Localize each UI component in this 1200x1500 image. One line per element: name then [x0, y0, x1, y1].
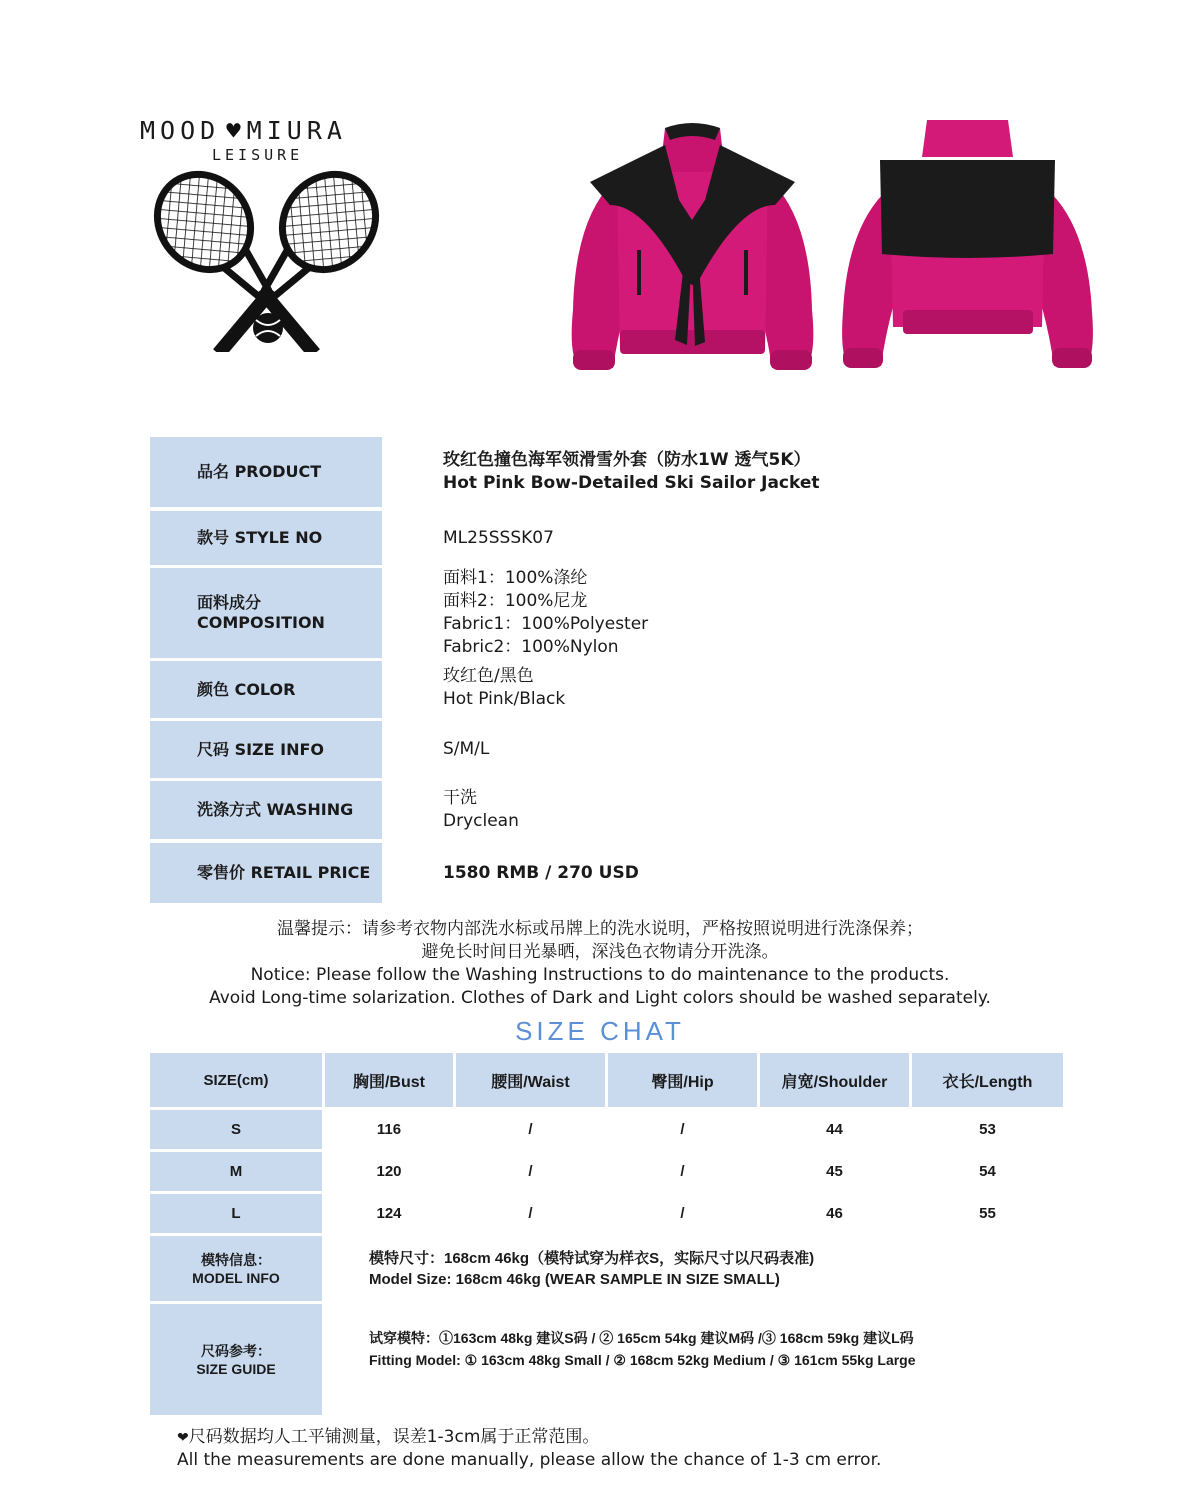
product-name-cn: 玫红色撞色海军领滑雪外套（防水1W 透气5K） — [443, 450, 811, 470]
jacket-front-image — [555, 110, 830, 375]
model-info-en: Model Size: 168cm 46kg (WEAR SAMPLE IN SIZE SMALL) — [369, 1270, 780, 1288]
measurement-note — [177, 1426, 881, 1471]
model-info-label-en: MODEL INFO — [192, 1269, 280, 1286]
product-name-en: Hot Pink Bow-Detailed Ski Sailor Jacket — [443, 473, 820, 493]
style-number: ML25SSSK07 — [443, 527, 554, 548]
spec-row-washing — [150, 781, 1050, 839]
size-row-label: S — [150, 1110, 322, 1149]
size-value-cell: 120 — [376, 1163, 402, 1180]
spec-value — [443, 781, 1043, 839]
spec-label — [150, 568, 382, 658]
size-header-cell: 臀围/Hip — [608, 1053, 757, 1107]
model-info-value — [369, 1236, 1059, 1301]
size-value-cell: / — [528, 1205, 533, 1222]
size-header-cell: 衣长/Length — [912, 1053, 1063, 1107]
model-info-label — [150, 1236, 322, 1301]
spec-label: 尺码 SIZE INFO — [150, 721, 382, 778]
model-info-cn: 模特尺寸：168cm 46kg（模特试穿为样衣S，实际尺寸以尺码表准) — [369, 1249, 815, 1267]
spec-value — [443, 661, 1043, 722]
size-value-cell: 46 — [826, 1205, 843, 1222]
spec-value — [443, 568, 1043, 658]
measurement-note-en: All the measurements are done manually, please allow the chance of 1-3 cm error. — [177, 1450, 882, 1470]
size-value-cell: 55 — [979, 1205, 996, 1222]
spec-label: 零售价 RETAIL PRICE — [150, 843, 382, 903]
notice-line: Avoid Long-time solarization. Clothes of Dark and Light colors should be washed separately. — [209, 988, 991, 1008]
brand-name-left: MOOD — [140, 116, 221, 145]
size-value-cell: / — [528, 1163, 533, 1180]
measurement-note-cn: 尺码数据均人工平铺测量，误差1-3cm属于正常范围。 — [188, 1427, 600, 1447]
size-guide-label-cn: 尺码参考： — [201, 1342, 271, 1359]
size-value-cell: 53 — [979, 1121, 996, 1138]
size-chart-title: SIZE CHAT — [515, 1016, 685, 1046]
heart-icon: ❤ — [177, 1430, 189, 1446]
size-header-cell: 胸围/Bust — [325, 1053, 453, 1107]
retail-price: 1580 RMB / 270 USD — [443, 862, 639, 883]
size-header-cell: SIZE(cm) — [150, 1053, 322, 1107]
brand-name — [140, 116, 400, 145]
size-value-cell: / — [680, 1121, 685, 1138]
size-header-cell: 腰围/Waist — [456, 1053, 605, 1107]
notice-line: Notice: Please follow the Washing Instructions to do maintenance to the products. — [250, 965, 950, 985]
composition-line: 面料1：100%涤纶 — [443, 568, 588, 588]
notice-line: 避免长时间日光暴晒，深浅色衣物请分开洗涤。 — [421, 942, 779, 962]
spec-row-color — [150, 661, 1050, 718]
size-value-cell: 116 — [376, 1121, 402, 1138]
color-cn: 玫红色/黑色 — [443, 666, 534, 686]
brand-logo — [140, 112, 400, 352]
spec-row-size — [150, 721, 1050, 778]
size-guide-en: Fitting Model: ① 163cm 48kg Small / ② 168cm 52kg Medium / ③ 161cm 55kg Large — [369, 1352, 916, 1368]
washing-cn: 干洗 — [443, 788, 477, 808]
size-value-cell: / — [528, 1121, 533, 1138]
spec-row-style — [150, 511, 1050, 565]
heart-icon: ♥ — [226, 117, 241, 145]
spec-row-composition — [150, 568, 1050, 658]
spec-label: 颜色 COLOR — [150, 661, 382, 718]
composition-line: 面料2：100%尼龙 — [443, 591, 588, 611]
size-header-cell: 肩宽/Shoulder — [760, 1053, 909, 1107]
size-value-cell: 45 — [826, 1163, 843, 1180]
size-value-cell: / — [680, 1163, 685, 1180]
size-value-cell: 54 — [979, 1163, 996, 1180]
brand-name-right: MIURA — [246, 116, 347, 145]
spec-label: 洗涤方式 WASHING — [150, 781, 382, 839]
spec-label: 品名 PRODUCT — [150, 437, 382, 507]
size-guide-label — [150, 1304, 322, 1415]
spec-value — [443, 437, 1043, 507]
size-guide-label-en: SIZE GUIDE — [196, 1360, 276, 1377]
jacket-back-image — [835, 112, 1100, 374]
size-row-label: M — [150, 1152, 322, 1191]
notice-line: 温馨提示：请参考衣物内部洗水标或吊牌上的洗水说明，严格按照说明进行洗涤保养； — [277, 919, 923, 939]
size-row-label: L — [150, 1194, 322, 1233]
size-value-cell: 124 — [376, 1205, 402, 1222]
spec-label: 款号 STYLE NO — [150, 511, 382, 565]
size-value-cell: / — [680, 1205, 685, 1222]
size-value-cell: 44 — [826, 1121, 843, 1138]
size-info: S/M/L — [443, 739, 490, 759]
composition-label-cn: 面料成分 — [197, 593, 262, 612]
model-info-label-cn: 模特信息： — [201, 1251, 271, 1268]
size-guide-value — [369, 1304, 1059, 1394]
washing-en: Dryclean — [443, 811, 519, 831]
spec-row-product — [150, 437, 1050, 507]
brand-tagline: LEISURE — [212, 146, 304, 164]
spec-row-price — [150, 843, 1050, 903]
size-guide-cn: 试穿模特：①163cm 48kg 建议S码 / ② 165cm 54kg 建议M码 /③ 168cm 59kg 建议L码 — [369, 1330, 914, 1346]
composition-label-en: COMPOSITION — [197, 613, 325, 632]
composition-line: Fabric2：100%Nylon — [443, 637, 619, 657]
tennis-rackets-icon — [144, 162, 394, 352]
care-notice — [150, 918, 1050, 1010]
color-en: Hot Pink/Black — [443, 689, 566, 709]
composition-line: Fabric1：100%Polyester — [443, 614, 649, 634]
